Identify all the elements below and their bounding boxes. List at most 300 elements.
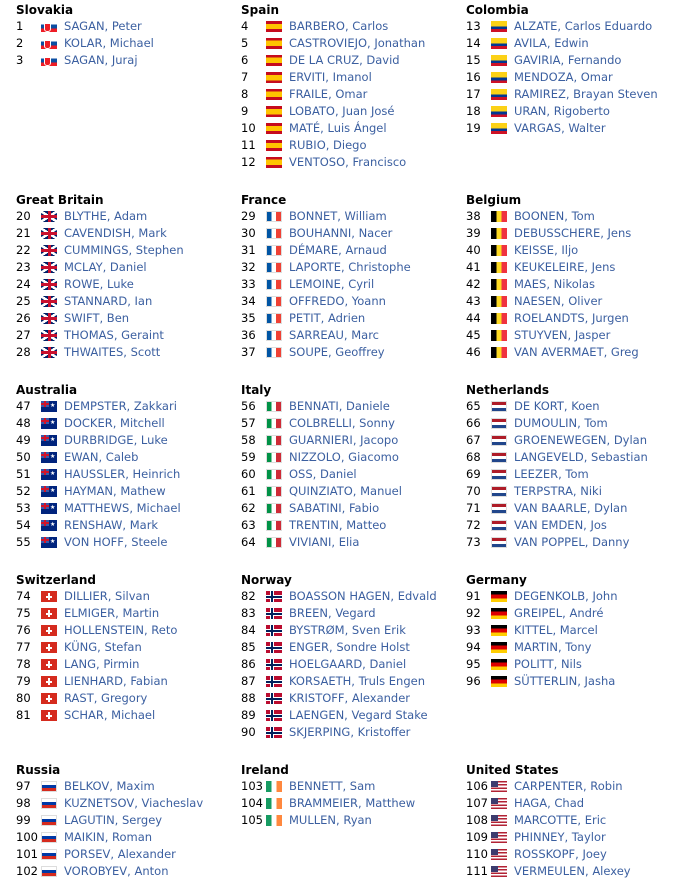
flag-nor-icon [266, 591, 282, 602]
rider-link[interactable]: STANNARD, Ian [64, 294, 153, 308]
rider-row [241, 534, 451, 551]
rider-link[interactable]: DÉMARE, Arnaud [289, 243, 387, 257]
rider-row [466, 103, 676, 120]
rider-link[interactable]: KÜNG, Stefan [64, 640, 142, 654]
rider-link[interactable]: VAN POPPEL, Danny [514, 535, 630, 549]
rider-row [466, 863, 676, 880]
flag-fra-icon [266, 296, 282, 307]
rider-link[interactable]: BLYTHE, Adam [64, 209, 148, 223]
flag-aus-icon [41, 469, 57, 480]
rider-row [241, 605, 451, 622]
bib-number: 37 [241, 345, 256, 359]
rider-link[interactable]: VOROBYEV, Anton [64, 864, 169, 878]
flag-irl-icon [266, 781, 282, 792]
rider-link[interactable]: ROWE, Luke [64, 277, 134, 291]
bib-number: 41 [466, 260, 481, 274]
rider-link[interactable]: MAIKIN, Roman [64, 830, 153, 844]
flag-nor-icon [266, 642, 282, 653]
rider-row [16, 517, 226, 534]
bib-number: 56 [241, 399, 256, 413]
bib-number: 25 [16, 294, 31, 308]
flag-gbr-icon [41, 211, 57, 222]
bib-number: 89 [241, 708, 256, 722]
rider-row [241, 778, 451, 795]
bib-number: 84 [241, 623, 256, 637]
rider-link[interactable]: MCLAY, Daniel [64, 260, 147, 274]
rider-link[interactable]: CUMMINGS, Stephen [64, 243, 184, 257]
rider-link[interactable]: VAN EMDEN, Jos [514, 518, 607, 532]
rider-link[interactable]: MARTIN, Tony [514, 640, 592, 654]
rider-link[interactable]: ELMIGER, Martin [64, 606, 160, 620]
bib-number: 103 [241, 779, 263, 793]
rider-row [16, 242, 226, 259]
bib-number: 65 [466, 399, 481, 413]
bib-number: 62 [241, 501, 256, 515]
flag-bel-icon [491, 228, 507, 239]
flag-fra-icon [266, 245, 282, 256]
bib-number: 55 [16, 535, 31, 549]
bib-number: 58 [241, 433, 256, 447]
bib-number: 30 [241, 226, 256, 240]
rider-link[interactable]: SABATINI, Fabio [289, 501, 380, 515]
flag-gbr-icon [41, 313, 57, 324]
flag-svk-icon [41, 38, 57, 49]
rider-link[interactable]: DOCKER, Mitchell [64, 416, 165, 430]
rider-link[interactable]: ROELANDTS, Jurgen [514, 311, 629, 325]
bib-number: 111 [466, 864, 488, 878]
rider-row [16, 588, 226, 605]
rider-link[interactable]: DEMPSTER, Zakkari [64, 399, 177, 413]
bib-number: 59 [241, 450, 256, 464]
bib-number: 22 [16, 243, 31, 257]
flag-col-icon [491, 38, 507, 49]
rider-link[interactable]: KOLAR, Michael [64, 36, 154, 50]
rider-row [241, 242, 451, 259]
rider-link[interactable]: MATÉ, Luis Ángel [289, 121, 387, 135]
rider-link[interactable]: LOBATO, Juan José [289, 104, 395, 118]
rider-row [241, 707, 451, 724]
rider-link[interactable]: RAST, Gregory [64, 691, 148, 705]
flag-bel-icon [491, 347, 507, 358]
rider-row [16, 208, 226, 225]
flag-ger-icon [491, 625, 507, 636]
bib-number: 57 [241, 416, 256, 430]
rider-link[interactable]: SAGAN, Peter [64, 19, 142, 33]
bib-number: 96 [466, 674, 481, 688]
rider-link[interactable]: ALZATE, Carlos Eduardo [514, 19, 653, 33]
rider-row [466, 293, 676, 310]
rider-link[interactable]: POLITT, Nils [514, 657, 582, 671]
rider-row [466, 432, 676, 449]
rider-row [16, 310, 226, 327]
team-name: Great Britain [16, 193, 104, 207]
rider-link[interactable]: TERPSTRA, Niki [514, 484, 602, 498]
rider-link[interactable]: VAN AVERMAET, Greg [514, 345, 639, 359]
bib-number: 27 [16, 328, 31, 342]
bib-number: 76 [16, 623, 31, 637]
rider-row [241, 310, 451, 327]
rider-link[interactable]: HOELGAARD, Daniel [289, 657, 407, 671]
rider-link[interactable]: VARGAS, Walter [514, 121, 606, 135]
rider-row [466, 483, 676, 500]
rider-link[interactable]: BENNETT, Sam [289, 779, 376, 793]
bib-number: 48 [16, 416, 31, 430]
bib-number: 35 [241, 311, 256, 325]
rider-link[interactable]: VAN BAARLE, Dylan [514, 501, 628, 515]
rider-link[interactable]: HAGA, Chad [514, 796, 585, 810]
rider-link[interactable]: COLBRELLI, Sonny [289, 416, 395, 430]
bib-number: 31 [241, 243, 256, 257]
rider-link[interactable]: CASTROVIEJO, Jonathan [289, 36, 426, 50]
rider-link[interactable]: PETIT, Adrien [289, 311, 366, 325]
rider-link[interactable]: LAENGEN, Vegard Stake [289, 708, 428, 722]
rider-row [16, 52, 226, 69]
rider-row [466, 259, 676, 276]
flag-ned-icon [491, 452, 507, 463]
rider-row [241, 795, 451, 812]
flag-fra-icon [266, 279, 282, 290]
bib-number: 101 [16, 847, 38, 861]
flag-gbr-icon [41, 228, 57, 239]
rider-link[interactable]: ERVITI, Imanol [289, 70, 372, 84]
rider-link[interactable]: DILLIER, Silvan [64, 589, 150, 603]
flag-ita-icon [266, 469, 282, 480]
flag-rus-icon [41, 781, 57, 792]
bib-number: 109 [466, 830, 488, 844]
rider-link[interactable]: ENGER, Sondre Holst [289, 640, 410, 654]
team-name: Germany [466, 573, 527, 587]
rider-link[interactable]: LANGEVELD, Sebastian [514, 450, 648, 464]
rider-row [16, 846, 226, 863]
rider-row [241, 103, 451, 120]
rider-link[interactable]: MAES, Nikolas [514, 277, 595, 291]
rider-link[interactable]: EWAN, Caleb [64, 450, 139, 464]
bib-number: 110 [466, 847, 488, 861]
flag-rus-icon [41, 849, 57, 860]
bib-number: 93 [466, 623, 481, 637]
team-name: Slovakia [16, 3, 74, 17]
rider-link[interactable]: RUBIO, Diego [289, 138, 367, 152]
rider-link[interactable]: LANG, Pirmin [64, 657, 140, 671]
rider-link[interactable]: HAUSSLER, Heinrich [64, 467, 181, 481]
team-name: Ireland [241, 763, 289, 777]
bib-number: 21 [16, 226, 31, 240]
rider-link[interactable]: QUINZIATO, Manuel [289, 484, 402, 498]
rider-link[interactable]: KRISTOFF, Alexander [289, 691, 411, 705]
rider-link[interactable]: KORSAETH, Truls Engen [289, 674, 425, 688]
rider-row [16, 534, 226, 551]
rider-link[interactable]: VIVIANI, Elia [289, 535, 360, 549]
rider-link[interactable]: RAMIREZ, Brayan Steven [514, 87, 658, 101]
rider-link[interactable]: VENTOSO, Francisco [289, 155, 407, 169]
rider-link[interactable]: HAYMAN, Mathew [64, 484, 166, 498]
flag-usa-icon [491, 815, 507, 826]
bib-number: 6 [241, 53, 249, 67]
rider-link[interactable]: VON HOFF, Steele [64, 535, 168, 549]
rider-link[interactable]: LEMOINE, Cyril [289, 277, 375, 291]
rider-row [241, 225, 451, 242]
flag-ned-icon [491, 537, 507, 548]
rider-row [16, 327, 226, 344]
rider-link[interactable]: LAPORTE, Christophe [289, 260, 411, 274]
bib-number: 28 [16, 345, 31, 359]
bib-number: 72 [466, 518, 481, 532]
flag-usa-icon [491, 798, 507, 809]
rider-row [16, 35, 226, 52]
rider-link[interactable]: LIENHARD, Fabian [64, 674, 168, 688]
flag-svk-icon [41, 55, 57, 66]
rider-link[interactable]: DE KORT, Koen [514, 399, 600, 413]
team-name: Switzerland [16, 573, 96, 587]
rider-link[interactable]: MENDOZA, Omar [514, 70, 613, 84]
rider-row [466, 35, 676, 52]
flag-usa-icon [491, 866, 507, 877]
bib-number: 9 [241, 104, 249, 118]
rider-link[interactable]: RENSHAW, Mark [64, 518, 159, 532]
bib-number: 50 [16, 450, 31, 464]
rider-link[interactable]: KITTEL, Marcel [514, 623, 598, 637]
flag-ger-icon [491, 642, 507, 653]
bib-number: 94 [466, 640, 481, 654]
rider-link[interactable]: BONNET, William [289, 209, 387, 223]
flag-aus-icon [41, 520, 57, 531]
flag-rus-icon [41, 798, 57, 809]
bib-number: 75 [16, 606, 31, 620]
bib-number: 63 [241, 518, 256, 532]
flag-esp-icon [266, 157, 282, 168]
flag-ned-icon [491, 520, 507, 531]
rider-link[interactable]: DE LA CRUZ, David [289, 53, 400, 67]
rider-row [241, 154, 451, 171]
flag-nor-icon [266, 676, 282, 687]
rider-row [241, 690, 451, 707]
rider-link[interactable]: STUYVEN, Jasper [514, 328, 611, 342]
flag-rus-icon [41, 832, 57, 843]
rider-link[interactable]: SÜTTERLIN, Jasha [514, 674, 616, 688]
rider-link[interactable]: SAGAN, Juraj [64, 53, 138, 67]
flag-ned-icon [491, 486, 507, 497]
rider-link[interactable]: BREEN, Vegard [289, 606, 376, 620]
rider-row [16, 690, 226, 707]
rider-link[interactable]: NAESEN, Oliver [514, 294, 603, 308]
rider-link[interactable]: KUZNETSOV, Viacheslav [64, 796, 204, 810]
flag-ita-icon [266, 418, 282, 429]
rider-row [16, 398, 226, 415]
rider-link[interactable]: MATTHEWS, Michael [64, 501, 181, 515]
bib-number: 81 [16, 708, 31, 722]
bib-number: 100 [16, 830, 38, 844]
flag-sui-icon [41, 710, 57, 721]
bib-number: 108 [466, 813, 488, 827]
rider-link[interactable]: PHINNEY, Taylor [514, 830, 606, 844]
bib-number: 24 [16, 277, 31, 291]
bib-number: 12 [241, 155, 256, 169]
rider-link[interactable]: DUMOULIN, Tom [514, 416, 608, 430]
flag-col-icon [491, 72, 507, 83]
rider-row [466, 605, 676, 622]
flag-ned-icon [491, 401, 507, 412]
bib-number: 46 [466, 345, 481, 359]
flag-esp-icon [266, 38, 282, 49]
rider-row [241, 137, 451, 154]
bib-number: 83 [241, 606, 256, 620]
flag-fra-icon [266, 347, 282, 358]
rider-row [16, 707, 226, 724]
rider-link[interactable]: NIZZOLO, Giacomo [289, 450, 399, 464]
rider-link[interactable]: OSS, Daniel [289, 467, 357, 481]
bib-number: 79 [16, 674, 31, 688]
flag-bel-icon [491, 330, 507, 341]
rider-row [241, 500, 451, 517]
rider-row [466, 242, 676, 259]
rider-link[interactable]: CAVENDISH, Mark [64, 226, 167, 240]
rider-link[interactable]: SWIFT, Ben [64, 311, 130, 325]
rider-link[interactable]: OFFREDO, Yoann [289, 294, 386, 308]
bib-number: 71 [466, 501, 481, 515]
rider-row [241, 18, 451, 35]
rider-link[interactable]: THOMAS, Geraint [64, 328, 164, 342]
rider-row [241, 276, 451, 293]
rider-link[interactable]: LAGUTIN, Sergey [64, 813, 163, 827]
rider-link[interactable]: DEGENKOLB, John [514, 589, 618, 603]
rider-row [466, 208, 676, 225]
rider-link[interactable]: BOASSON HAGEN, Edvald [289, 589, 437, 603]
rider-link[interactable]: DURBRIDGE, Luke [64, 433, 168, 447]
flag-ita-icon [266, 452, 282, 463]
rider-link[interactable]: AVILA, Edwin [514, 36, 589, 50]
rider-link[interactable]: THWAITES, Scott [64, 345, 161, 359]
rider-row [466, 120, 676, 137]
rider-row [16, 293, 226, 310]
flag-ned-icon [491, 503, 507, 514]
flag-nor-icon [266, 693, 282, 704]
flag-irl-icon [266, 798, 282, 809]
rider-row [16, 656, 226, 673]
flag-ita-icon [266, 486, 282, 497]
rider-link[interactable]: BYSTRØM, Sven Erik [289, 623, 406, 637]
rider-row [241, 483, 451, 500]
flag-esp-icon [266, 106, 282, 117]
flag-rus-icon [41, 866, 57, 877]
rider-link[interactable]: KEUKELEIRE, Jens [514, 260, 616, 274]
rider-link[interactable]: KEISSE, Iljo [514, 243, 579, 257]
flag-aus-icon [41, 435, 57, 446]
rider-row [16, 259, 226, 276]
flag-ger-icon [491, 591, 507, 602]
rider-row [466, 415, 676, 432]
rider-link[interactable]: BENNATI, Daniele [289, 399, 390, 413]
bib-number: 42 [466, 277, 481, 291]
bib-number: 51 [16, 467, 31, 481]
rider-link[interactable]: BOUHANNI, Nacer [289, 226, 393, 240]
rider-link[interactable]: FRAILE, Omar [289, 87, 368, 101]
flag-bel-icon [491, 313, 507, 324]
rider-link[interactable]: HOLLENSTEIN, Reto [64, 623, 178, 637]
bib-number: 18 [466, 104, 481, 118]
bib-number: 60 [241, 467, 256, 481]
rider-row [466, 327, 676, 344]
rider-link[interactable]: GREIPEL, André [514, 606, 604, 620]
flag-ita-icon [266, 503, 282, 514]
rider-link[interactable]: BELKOV, Maxim [64, 779, 155, 793]
rider-row [16, 778, 226, 795]
rider-link[interactable]: SKJERPING, Kristoffer [289, 725, 411, 739]
rider-link[interactable]: MARCOTTE, Eric [514, 813, 607, 827]
team-name: Netherlands [466, 383, 550, 397]
flag-aus-icon [41, 537, 57, 548]
rider-link[interactable]: BRAMMEIER, Matthew [289, 796, 416, 810]
flag-gbr-icon [41, 330, 57, 341]
rider-row [466, 398, 676, 415]
rider-row [466, 673, 676, 690]
rider-link[interactable]: SOUPE, Geoffrey [289, 345, 385, 359]
flag-ned-icon [491, 418, 507, 429]
rider-row [16, 812, 226, 829]
rider-row [466, 69, 676, 86]
rider-link[interactable]: LEEZER, Tom [514, 467, 589, 481]
rider-row [241, 327, 451, 344]
bib-number: 74 [16, 589, 31, 603]
flag-ger-icon [491, 608, 507, 619]
rider-row [241, 69, 451, 86]
rider-link[interactable]: CARPENTER, Robin [514, 779, 623, 793]
bib-number: 43 [466, 294, 481, 308]
rider-link[interactable]: BOONEN, Tom [514, 209, 595, 223]
bib-number: 36 [241, 328, 256, 342]
bib-number: 14 [466, 36, 481, 50]
rider-link[interactable]: TRENTIN, Matteo [289, 518, 387, 532]
rider-row [16, 483, 226, 500]
rider-link[interactable]: ROSSKOPF, Joey [514, 847, 607, 861]
bib-number: 82 [241, 589, 256, 603]
rider-row [16, 466, 226, 483]
flag-gbr-icon [41, 347, 57, 358]
flag-bel-icon [491, 296, 507, 307]
rider-row [16, 829, 226, 846]
rider-link[interactable]: GUARNIERI, Jacopo [289, 433, 399, 447]
rider-link[interactable]: URAN, Rigoberto [514, 104, 610, 118]
rider-row [16, 795, 226, 812]
bib-number: 105 [241, 813, 263, 827]
rider-link[interactable]: BARBERO, Carlos [289, 19, 389, 33]
bib-number: 33 [241, 277, 256, 291]
rider-link[interactable]: GROENEWEGEN, Dylan [514, 433, 648, 447]
rider-row [466, 846, 676, 863]
rider-link[interactable]: DEBUSSCHERE, Jens [514, 226, 632, 240]
flag-esp-icon [266, 140, 282, 151]
rider-row [466, 534, 676, 551]
bib-number: 68 [466, 450, 481, 464]
rider-link[interactable]: MULLEN, Ryan [289, 813, 372, 827]
team-name: Russia [16, 763, 61, 777]
rider-link[interactable]: VERMEULEN, Alexey [514, 864, 631, 878]
rider-link[interactable]: SCHAR, Michael [64, 708, 156, 722]
rider-row [241, 639, 451, 656]
flag-aus-icon [41, 401, 57, 412]
rider-link[interactable]: PORSEV, Alexander [64, 847, 176, 861]
flag-usa-icon [491, 849, 507, 860]
rider-row [241, 588, 451, 605]
team-name: Italy [241, 383, 272, 397]
flag-gbr-icon [41, 245, 57, 256]
flag-col-icon [491, 21, 507, 32]
rider-link[interactable]: GAVIRIA, Fernando [514, 53, 622, 67]
bib-number: 67 [466, 433, 481, 447]
rider-link[interactable]: SARREAU, Marc [289, 328, 379, 342]
bib-number: 26 [16, 311, 31, 325]
flag-bel-icon [491, 279, 507, 290]
flag-gbr-icon [41, 296, 57, 307]
